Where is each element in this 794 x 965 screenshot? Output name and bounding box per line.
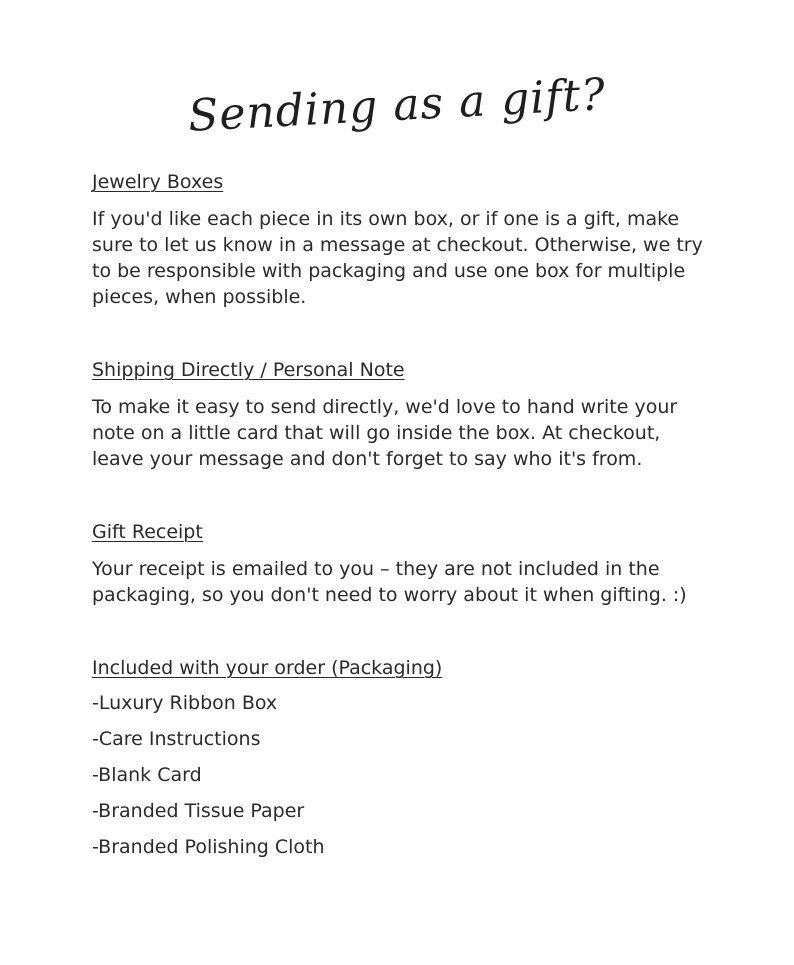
content	[92, 168, 712, 870]
section-body: To make it easy to send directly, we'd love to hand write your note on a little card that will go inside the box. At checkout, leave your message and don't forget to say who it's from.	[92, 396, 678, 470]
section-shipping-directly	[92, 356, 712, 472]
page-title: Sending as a gift?	[186, 69, 608, 142]
section-gift-receipt	[92, 518, 712, 608]
list-item: -Blank Card	[92, 764, 202, 786]
included-items-list	[92, 690, 712, 860]
section-body: Your receipt is emailed to you – they are not included in the packaging, so you don't need to worry about it when gifting. :)	[92, 558, 687, 606]
list-item: -Care Instructions	[92, 728, 261, 750]
list-item: -Branded Polishing Cloth	[92, 836, 325, 858]
list-item: -Luxury Ribbon Box	[92, 692, 278, 714]
section-heading: Gift Receipt	[92, 521, 203, 543]
section-heading: Included with your order (Packaging)	[92, 657, 443, 679]
section-jewelry-boxes	[92, 168, 712, 310]
section-body: If you'd like each piece in its own box, or if one is a gift, make sure to let us know in a message at checkout. Otherwise, we try to be responsible with packaging and use one box for multiple pieces, when possible.	[92, 208, 703, 308]
section-heading: Jewelry Boxes	[92, 171, 224, 193]
section-heading: Shipping Directly / Personal Note	[92, 359, 405, 381]
section-included	[92, 654, 712, 860]
list-item: -Branded Tissue Paper	[92, 800, 305, 822]
